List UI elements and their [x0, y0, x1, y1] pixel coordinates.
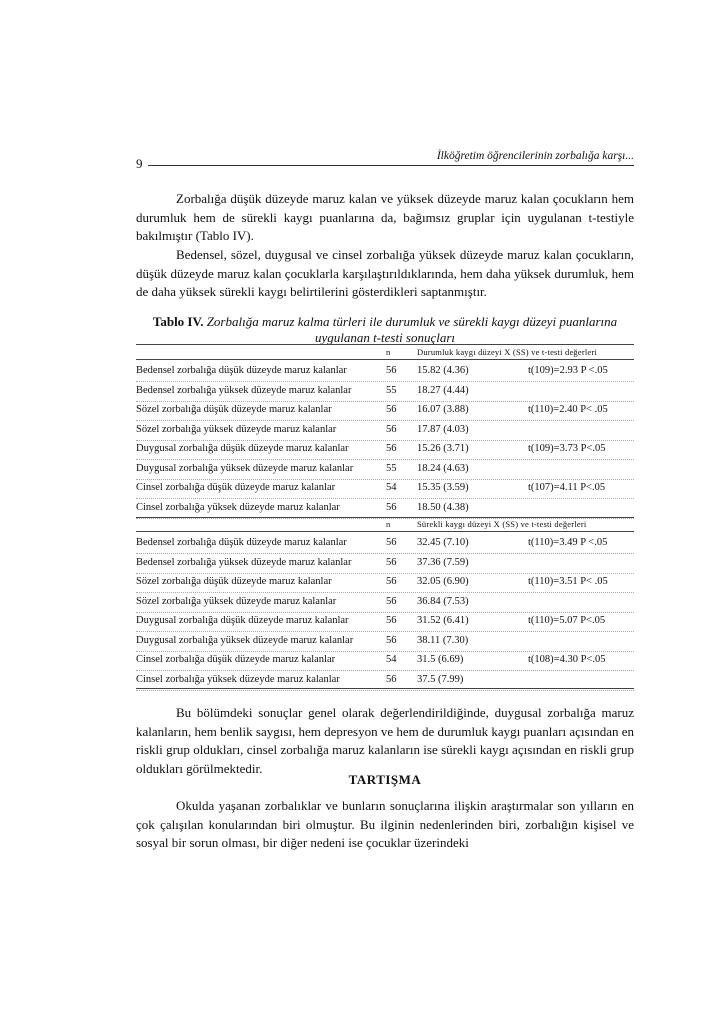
table-header-durumluk: [136, 345, 634, 359]
group-cell: Sözel zorbalığa yüksek düzeyde maruz kalanlar: [136, 423, 337, 435]
table-row: [136, 361, 634, 382]
group-cell: Duygusal zorbalığa yüksek düzeyde maruz kalanlar: [136, 462, 354, 474]
table-row: [136, 650, 634, 671]
table-row: [136, 533, 634, 554]
group-cell: Cinsel zorbalığa yüksek düzeyde maruz kalanlar: [136, 673, 340, 685]
n-cell: 56: [386, 673, 397, 685]
table-caption-text: Zorbalığa maruz kalma türleri ile durumluk ve sürekli kaygı düzeyi puanlarına uygulanan t-testi sonuçları: [206, 314, 618, 345]
mean-sd-cell: 16.07 (3.88): [417, 404, 469, 415]
discussion-paragraph: Okulda yaşanan zorbalıklar ve bunların sonuçlarına ilişkin araştırmalar son yılların en çok çalışılan konularından biri olmuştur. Bu ilginin nedenlerinden biri, zorbalığın kişisel ve sosyal bir sorun olması, bir diğer nedeni ise çocuklar üzerindeki: [136, 798, 634, 850]
mean-sd-cell: 15.82 (4.36): [417, 365, 469, 376]
t-test-cell: t(109)=3.73 P<.05: [528, 443, 606, 454]
table-header-rule: [136, 359, 634, 360]
table-row: [136, 553, 634, 574]
intro-paragraph-2: Bedensel, sözel, duygusal ve cinsel zorbalığa yüksek düzeyde maruz kalan çocukların, düşük düzeyde maruz kalan çocuklarla karşılaştırıldıklarında, hem daha yüksek durumluk, hem de daha yüksek sürekli kaygı belirtilerini gösterdikleri saptanmıştır.: [136, 247, 634, 299]
n-cell: 56: [386, 501, 397, 513]
n-column-header: n: [386, 519, 391, 529]
group-cell: Bedensel zorbalığa yüksek düzeyde maruz kalanlar: [136, 556, 352, 568]
group-cell: Duygusal zorbalığa yüksek düzeyde maruz kalanlar: [136, 634, 354, 646]
mean-sd-cell: 15.26 (3.71): [417, 443, 469, 454]
n-cell: 56: [386, 404, 397, 415]
n-column-header: n: [386, 347, 391, 357]
n-cell: 55: [386, 462, 397, 474]
running-head-title: İlköğretim öğrencilerinin zorbalığa karşı...: [436, 150, 634, 162]
section-heading: TARTIŞMA: [348, 772, 422, 787]
table-row: [136, 400, 634, 421]
table-header-surekli: [136, 517, 634, 531]
t-test-cell: t(108)=4.30 P<.05: [528, 654, 606, 665]
group-cell: Bedensel zorbalığa düşük düzeyde maruz kalanlar: [136, 365, 347, 376]
mean-sd-cell: 31.5 (6.69): [417, 654, 464, 665]
page-number: 9: [136, 156, 143, 171]
header-rule: [148, 165, 634, 166]
table-row: [136, 592, 634, 613]
durumluk-column-header: Durumluk kaygı düzeyi X (SS) ve t-testi değerleri: [417, 347, 597, 357]
group-cell: Sözel zorbalığa yüksek düzeyde maruz kalanlar: [136, 595, 337, 607]
t-test-cell: t(110)=3.51 P< .05: [528, 576, 608, 587]
n-cell: 54: [386, 654, 397, 665]
mean-sd-cell: 15.35 (3.59): [417, 482, 469, 493]
t-test-cell: t(110)=2.40 P< .05: [528, 404, 608, 415]
group-cell: Cinsel zorbalığa yüksek düzeyde maruz kalanlar: [136, 501, 340, 513]
n-cell: 56: [386, 423, 397, 435]
group-cell: Sözel zorbalığa düşük düzeyde maruz kalanlar: [136, 404, 332, 415]
mean-sd-cell: 36.84 (7.53): [417, 595, 469, 607]
mean-sd-cell: 38.11 (7.30): [417, 634, 469, 646]
table-row: [136, 420, 634, 441]
n-cell: 56: [386, 365, 397, 376]
mean-sd-cell: 37.5 (7.99): [417, 673, 464, 685]
t-test-cell: t(110)=3.49 P <.05: [528, 537, 608, 548]
table-row: [136, 631, 634, 652]
n-cell: 56: [386, 634, 397, 646]
group-cell: Sözel zorbalığa düşük düzeyde maruz kalanlar: [136, 576, 332, 587]
surekli-column-header: Sürekli kaygı düzeyi X (SS) ve t-testi değerleri: [417, 519, 587, 529]
mean-sd-cell: 32.45 (7.10): [417, 537, 469, 548]
mean-sd-cell: 37.36 (7.59): [417, 556, 469, 568]
table-row: [136, 381, 634, 402]
group-cell: Bedensel zorbalığa düşük düzeyde maruz kalanlar: [136, 537, 347, 548]
t-test-cell: t(107)=4.11 P<.05: [528, 482, 606, 493]
table-bottom-rule: [136, 688, 634, 689]
group-cell: Duygusal zorbalığa düşük düzeyde maruz kalanlar: [136, 615, 349, 626]
table-row: [136, 478, 634, 499]
table-row: [136, 611, 634, 632]
mean-sd-cell: 18.24 (4.63): [417, 462, 469, 474]
n-cell: 56: [386, 443, 397, 454]
mean-sd-cell: 31.52 (6.41): [417, 615, 469, 626]
table-header-rule: [136, 531, 634, 532]
n-cell: 56: [386, 556, 397, 568]
group-cell: Bedensel zorbalığa yüksek düzeyde maruz kalanlar: [136, 384, 352, 396]
n-cell: 56: [386, 537, 397, 548]
t-test-cell: t(110)=5.07 P<.05: [528, 615, 606, 626]
n-cell: 56: [386, 615, 397, 626]
n-cell: 56: [386, 595, 397, 607]
mean-sd-cell: 18.27 (4.44): [417, 384, 469, 396]
mean-sd-cell: 18.50 (4.38): [417, 501, 469, 513]
table-row: [136, 572, 634, 593]
n-cell: 56: [386, 576, 397, 587]
n-cell: 54: [386, 482, 397, 493]
mean-sd-cell: 32.05 (6.90): [417, 576, 469, 587]
table-row: [136, 498, 634, 519]
n-cell: 55: [386, 384, 397, 396]
table-label: Tablo IV.: [152, 314, 204, 329]
intro-paragraph-1: Zorbalığa düşük düzeyde maruz kalan ve yüksek düzeyde maruz kalan çocukların hem durumluk hem de sürekli kaygı puanlarına da, bağımsız gruplar için uygulanan t-testiyle bakılmıştır (Tablo IV).: [136, 191, 634, 243]
result-paragraph: Bu bölümdeki sonuçlar genel olarak değerlendirildiğinde, duygusal zorbalığa maruz kalanların, hem benlik saygısı, hem depresyon ve hem de durumluk kaygı puanları açısından en riskli grup oldukları, cinsel zorbalığa maruz kalanların ise sürekli kaygı açısından en riskli grup oldukları görülmektedir.: [136, 705, 634, 776]
group-cell: Cinsel zorbalığa düşük düzeyde maruz kalanlar: [136, 482, 336, 493]
mean-sd-cell: 17.87 (4.03): [417, 423, 469, 435]
table-row: [136, 459, 634, 480]
table-row: [136, 439, 634, 460]
t-test-cell: t(109)=2.93 P <.05: [528, 365, 608, 376]
group-cell: Cinsel zorbalığa düşük düzeyde maruz kalanlar: [136, 654, 336, 665]
group-cell: Duygusal zorbalığa düşük düzeyde maruz kalanlar: [136, 443, 349, 454]
table-caption: [136, 314, 634, 346]
running-head: [136, 150, 634, 172]
